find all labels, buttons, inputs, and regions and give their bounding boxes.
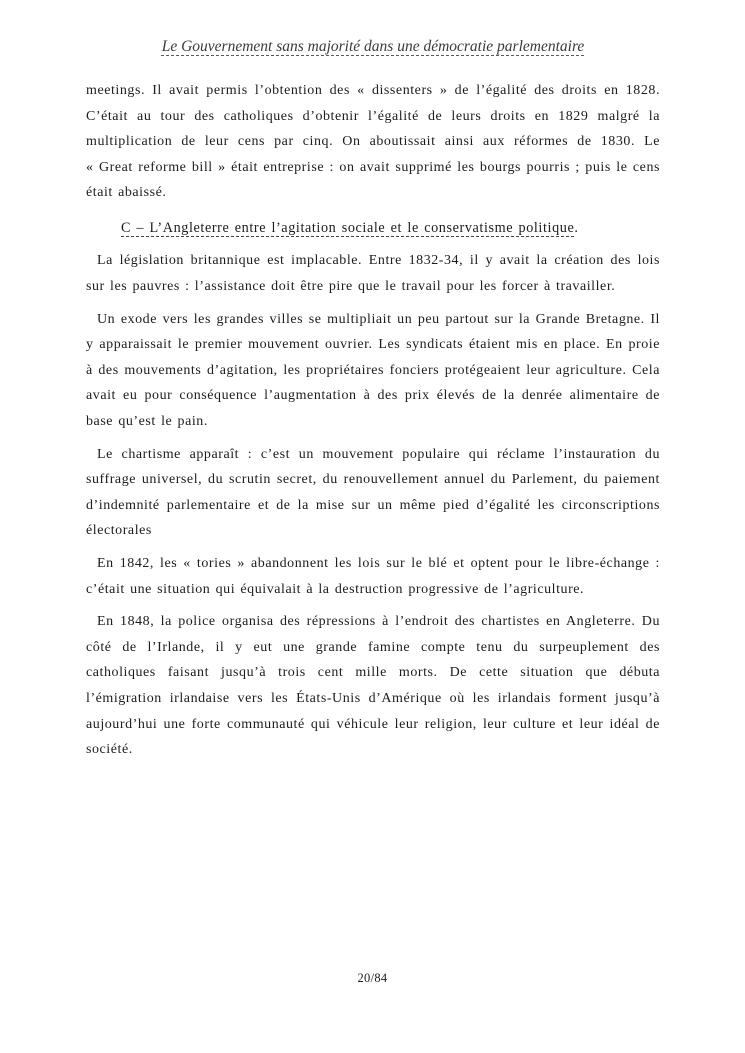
- paragraph-legislation-britannique: La législation britannique est implacable. Entre 1832-34, il y avait la création des lois sur les pauvres : l’assistance doit être pire que le travail pour les forcer à travailler.: [86, 253, 660, 295]
- paragraph-tories-1842: En 1842, les « tories » abandonnent les lois sur le blé et optent pour le libre-échange : c’était une situation qui équivalait à la destruction progressive de l’agriculture.: [86, 556, 660, 597]
- section-heading-c-period: .: [574, 219, 579, 236]
- document-content: [86, 36, 660, 770]
- page-number: 20/84: [357, 971, 388, 985]
- paragraph-meetings-reformes-1830: meetings. Il avait permis l’obtention des « dissenters » de l’égalité des droits en 1828. C’était au tour des catholiques d’obtenir l’égalité de leurs droits en 1829 malgré la multiplication de leur cens par cinq. On aboutissait ainsi aux réformes de 1830. Le « Great reforme bill » était entreprise : on avait supprimé les bourgs pourris ; puis le cens était abaissé.: [86, 83, 660, 201]
- document-title-text: Le Gouvernement sans majorité dans une démocratie parlementaire: [161, 38, 585, 55]
- paragraph-repressions-1848: En 1848, la police organisa des répressions à l’endroit des chartistes en Angleterre. Du côté de l’Irlande, il y eut une grande famine compte tenu du surpeuplement des catholiques faisant jusqu’à trois cent mille morts. De cette situation que débuta l’émigration irlandaise vers les États-Unis d’Amérique où les irlandais forment jusqu’à aujourd’hui une forte communauté qui véhicule leur religion, leur culture et leur idéal de société.: [86, 614, 660, 758]
- paragraph-chartisme: Le chartisme apparaît : c’est un mouvement populaire qui réclame l’instauration du suffrage universel, du scrutin secret, du renouvellement annuel du Parlement, du paiement d’indemnité parlementaire et de la mise sur un même pied d’égalité les circonscriptions électorales: [86, 446, 660, 539]
- section-heading-c: [86, 215, 660, 242]
- paragraph-exode-grandes-villes: Un exode vers les grandes villes se multipliait un peu partout sur la Grande Bretagne. Il y apparaissait le premier mouvement ouvrier. Les syndicats étaient mis en place. En proie à des mouvements d’agitation, les propriétaires fonciers protégeaient leur agriculture. Cela avait eu pour conséquence l’augmentation à des prix élevés de la denrée alimentaire de base qu’est le pain.: [86, 311, 660, 430]
- document-title: [86, 36, 660, 58]
- section-heading-c-text: C – L’Angleterre entre l’agitation sociale et le conservatisme politique: [121, 219, 575, 236]
